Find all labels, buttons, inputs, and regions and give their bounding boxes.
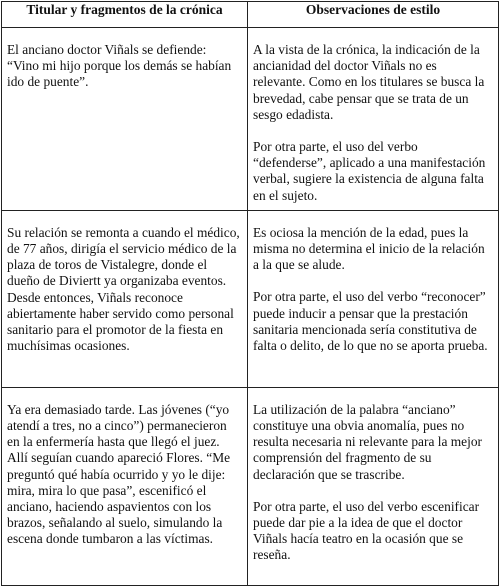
observation-paragraph: La utilización de la palabra “anciano” constituye una obvia anomalía, pues no resulta necesaria ni relevante para la mejor comprensión del fragmento de su declaración que se trascribe. [253,401,483,482]
fragment-cell [2,387,248,585]
observation-paragraph: Por otra parte, el uso del verbo escenificar puede dar pie a la idea de que el doctor Viñals hacía teatro en la ocasión que se reseña. [253,498,480,563]
fragment-text: El anciano doctor Viñals se defiende: “Vino mi hijo porque los demás se habían ido de puente”. [7,42,232,90]
table-row [2,210,499,387]
table-row [2,28,499,211]
observation-paragraph: Por otra parte, el uso del verbo “defenderse”, aplicado a una manifestación verbal, sugiere la existencia de alguna falta en el sujeto. [253,139,486,203]
header-fragments: Titular y fragmentos de la crónica [2,2,248,28]
style-analysis-table [1,1,499,586]
fragment-cell [2,28,248,211]
fragment-cell [2,210,248,387]
observation-cell [248,210,499,387]
header-style-observations: Observaciones de estilo [248,2,499,28]
table-header-row [2,2,499,28]
observation-paragraph: Por otra parte, el uso del verbo “reconocer” puede inducir a pensar que la prestación sanitaria mencionada sería constitutiva de falta o delito, de lo que no se aporta prueba. [253,289,488,354]
observation-cell [248,387,499,585]
observation-cell [248,28,499,211]
observation-paragraph: Es ociosa la mención de la edad, pues la misma no determina el inicio de la relación a la que se alude. [253,224,485,273]
fragment-text: Su relación se remonta a cuando el médico, de 77 años, dirigía el servicio médico de la plaza de toros de Vistalegre, donde el dueño de Diviertt ya organizaba eventos. Desde entonces, Viñals reconoce abiertamente haber servido como personal sanitario para el promotor de la fiesta en muchísimas ocasiones. [7,224,240,354]
fragment-text: Ya era demasiado tarde. Las jóvenes (“yo atendí a tres, no a cinco”) permanecieron en la enfermería hasta que llegó el juez. Allí seguían cuando apareció Flores. “Me preguntó qué había ocurrido y yo le dije: mira, mira lo que pasa”, escenificó el anciano, haciendo aspavientos con los brazos, señalando al suelo, simulando la escena donde tumbaron a las víctimas. [7,401,231,547]
table-row [2,387,499,585]
observation-paragraph: A la vista de la crónica, la indicación de la ancianidad del doctor Viñals no es relevante. Como en los titulares se busca la brevedad, cabe pensar que se trata de un sesgo edadista. [253,42,485,122]
